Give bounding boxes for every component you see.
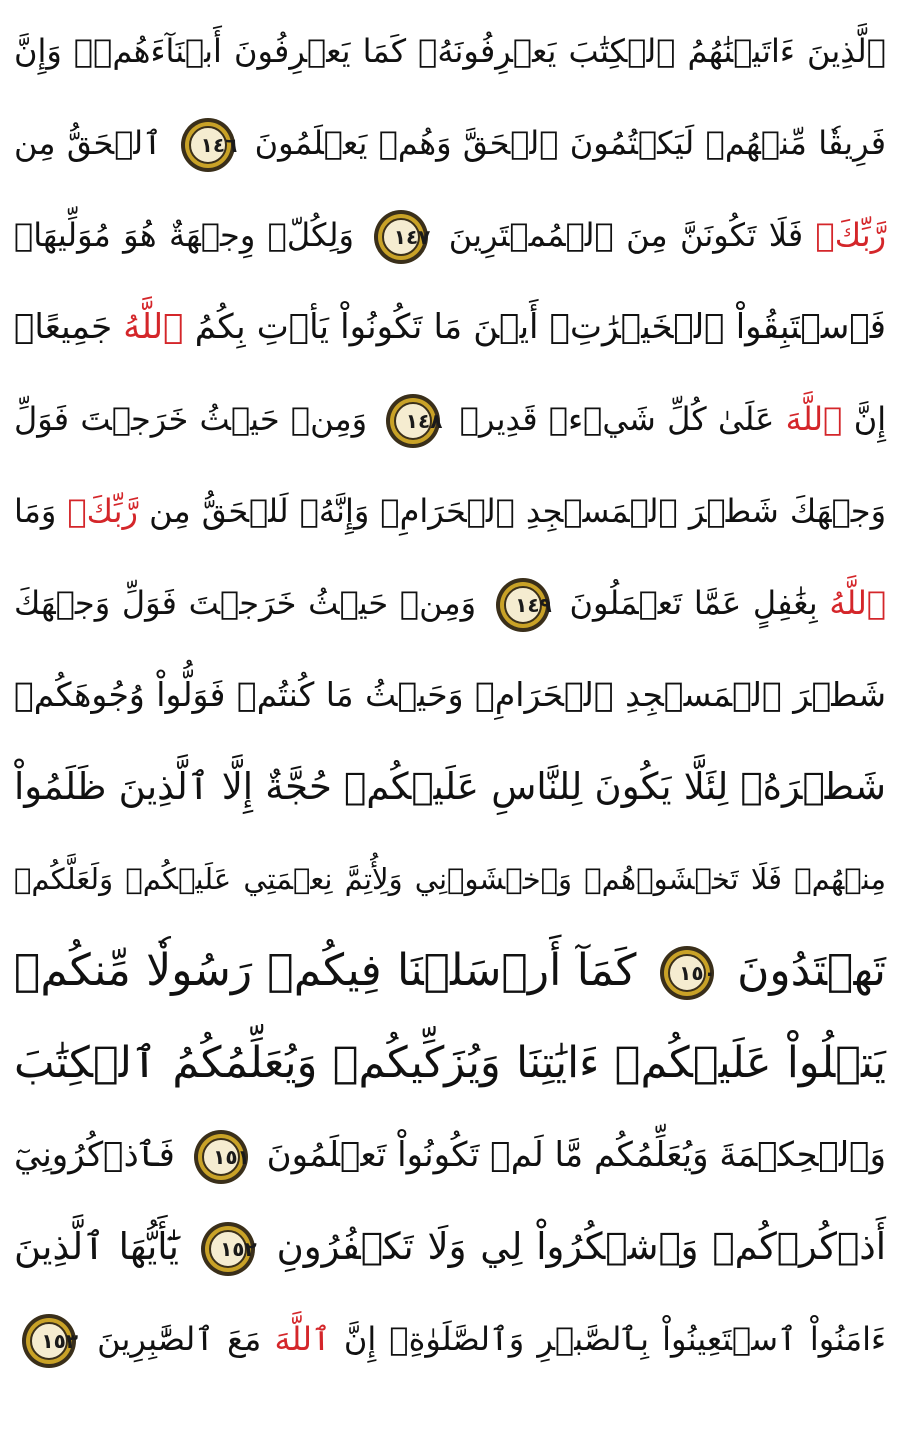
verse-text: كَمَآ أَرۡسَلۡنَا فِيكُمۡ رَسُولٗا مِّنكُمۡ [14,945,637,996]
verse-text: وَمِنۡ حَيۡثُ خَرَجۡتَ فَوَلِّ وَجۡهَكَ [14,584,477,622]
ayah-number: ١٤٧ [393,225,431,249]
divine-name: رَّبِّكَۖ [815,216,887,254]
ayah-end-rosette-icon [494,576,552,634]
verse-text: يَٰٓأَيُّهَا ٱلَّذِينَ [14,1225,179,1268]
ayah-end-rosette-icon [179,116,237,174]
verse-line-5 [14,374,886,464]
ayah-end-rosette-icon [199,1220,257,1278]
ayah-end-rosette-icon [20,1312,78,1370]
verse-line-10 [14,834,886,924]
divine-name: ٱللَّهُ [123,307,184,347]
ayah-number: ١٥٠ [679,961,716,985]
verse-line-1 [14,6,886,96]
verse-line-6 [14,466,886,556]
verse-text: تَهۡتَدُونَ [737,945,886,996]
verse-line-3 [14,190,886,280]
divine-name: ٱللَّهَ [785,400,843,438]
ayah-number: ١٤٦ [200,133,238,157]
ayah-end-rosette-icon [372,208,430,266]
verse-line-7 [14,558,886,648]
verse-text: عَلَىٰ كُلِّ شَيۡءٖ قَدِيرٞ [459,400,775,438]
verse-text: ءَامَنُواْ ٱسۡتَعِينُواْ بِٱلصَّبۡرِ وَٱلصَّلَوٰةِۚ إِنَّ [343,1320,887,1358]
verse-text: وَجۡهَكَ شَطۡرَ ٱلۡمَسۡجِدِ ٱلۡحَرَامِۖ وَإِنَّهُۥ لَلۡحَقُّ مِن [149,492,887,530]
verse-text: وَلِكُلّٖ وِجۡهَةٌ هُوَ مُوَلِّيهَاۖ [14,216,354,254]
ayah-end-rosette-icon [384,392,442,450]
verse-text: شَطۡرَ ٱلۡمَسۡجِدِ ٱلۡحَرَامِۚ وَحَيۡثُ مَا كُنتُمۡ فَوَلُّواْ وُجُوهَكُمۡ [14,675,886,714]
verse-text: بِغَٰفِلٍ عَمَّا تَعۡمَلُونَ [569,584,818,622]
verse-line-12 [14,1018,886,1108]
ayah-number: ١٥٣ [41,1329,78,1353]
verse-text: مِنۡهُمۡ فَلَا تَخۡشَوۡهُمۡ وَٱخۡشَوۡنِي وَلِأُتِمَّ نِعۡمَتِي عَلَيۡكُمۡ وَلَعَلَّكُمۡ [14,862,886,896]
verse-text: أَذۡكُرۡكُمۡ وَٱشۡكُرُواْ لِي وَلَا تَكۡفُرُونِ [276,1225,886,1268]
verse-line-4 [14,282,886,372]
verse-text: إِنَّ [853,400,887,438]
ayah-number: ١٥٢ [220,1236,257,1261]
verse-text: جَمِيعًاۚ [14,307,113,347]
verse-text: مَعَ ٱلصَّٰبِرِينَ [97,1320,262,1358]
ayah-number: ١٤٨ [405,409,443,433]
ayah-number: ١٥١ [213,1144,250,1169]
verse-text: يَتۡلُواْ عَلَيۡكُمۡ ءَايَٰتِنَا وَيُزَكِّيكُمۡ وَيُعَلِّمُكُمُ ٱلۡكِتَٰبَ [14,1038,886,1088]
verse-line-14 [14,1202,886,1292]
verse-text: وَٱلۡحِكۡمَةَ وَيُعَلِّمُكُم مَّا لَمۡ تَكُونُواْ تَعۡلَمُونَ [266,1135,886,1175]
divine-name: رَّبِّكَۗ [67,492,138,530]
verse-text: فَلَا تَكُونَنَّ مِنَ ٱلۡمُمۡتَرِينَ [448,216,804,254]
verse-line-13 [14,1110,886,1200]
ayah-number: ١٤٩ [515,593,552,617]
verse-text: ٱلَّذِينَ ءَاتَيۡنَٰهُمُ ٱلۡكِتَٰبَ يَعۡرِفُونَهُۥ كَمَا يَعۡرِفُونَ أَبۡنَآءَهُمۡۖ وَإِنَّ [14,32,887,70]
ayah-end-rosette-icon [192,1128,250,1186]
verse-text: فَٱسۡتَبِقُواْ ٱلۡخَيۡرَٰتِۚ أَيۡنَ مَا تَكُونُواْ يَأۡتِ بِكُمُ [194,307,887,347]
verse-text: شَطۡرَهُۥ لِئَلَّا يَكُونَ لِلنَّاسِ عَلَيۡكُمۡ حُجَّةٌ إِلَّا ٱلَّذِينَ ظَلَمُواْ [14,765,886,808]
ayah-end-rosette-icon [658,944,716,1002]
verse-text: فَٱذۡكُرُونِيٓ [14,1135,175,1175]
verse-text: فَرِيقٗا مِّنۡهُمۡ لَيَكۡتُمُونَ ٱلۡحَقَّ وَهُمۡ يَعۡلَمُونَ [254,124,887,162]
divine-name: ٱللَّهَ [274,1320,331,1358]
verse-line-2 [14,98,886,188]
verse-line-11 [14,926,886,1016]
divine-name: ٱللَّهُ [829,584,887,622]
verse-text: ٱلۡحَقُّ مِن [14,124,162,162]
verse-text: وَمَا [14,492,57,530]
verse-line-8 [14,650,886,740]
verse-line-9 [14,742,886,832]
verse-text: وَمِنۡ حَيۡثُ خَرَجۡتَ فَوَلِّ [14,400,368,438]
verse-line-15 [14,1294,886,1384]
